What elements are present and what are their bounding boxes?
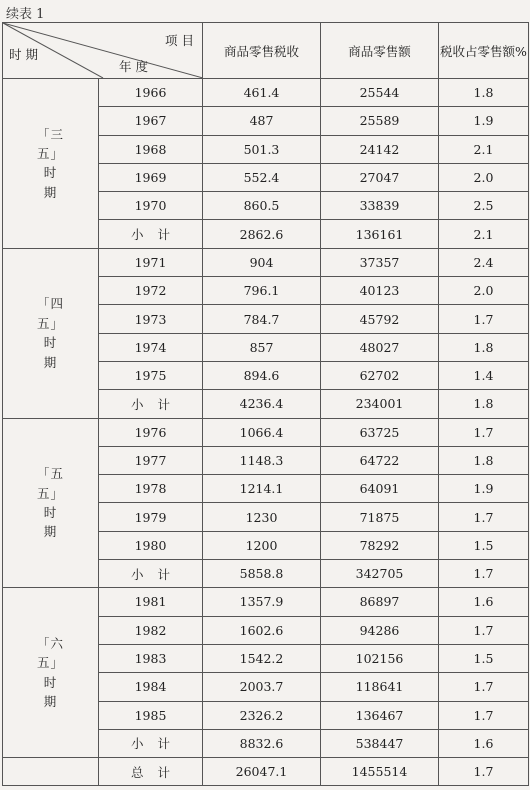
subtotal-pct: 2.1: [439, 220, 529, 248]
total-label: 总计: [99, 758, 203, 786]
sales-cell: 71875: [321, 503, 439, 531]
total-blank-cell: [3, 758, 99, 786]
sales-cell: 62702: [321, 361, 439, 389]
total-pct: 1.7: [439, 758, 529, 786]
year-cell: 1972: [99, 277, 203, 305]
tax-cell: 552.4: [203, 163, 321, 191]
period-name-line: 期: [43, 354, 58, 370]
year-cell: 1973: [99, 305, 203, 333]
sales-cell: 118641: [321, 673, 439, 701]
subtotal-sales: 538447: [321, 729, 439, 757]
period-name-line: 五」: [36, 315, 64, 331]
sales-cell: 136467: [321, 701, 439, 729]
sales-cell: 86897: [321, 588, 439, 616]
subtotal-sales: 136161: [321, 220, 439, 248]
header-year-label: 年 度: [119, 59, 148, 74]
pct-cell: 1.9: [439, 475, 529, 503]
pct-cell: 2.1: [439, 135, 529, 163]
tax-cell: 2003.7: [203, 673, 321, 701]
subtotal-tax: 5858.8: [203, 560, 321, 588]
table-row: [3, 418, 529, 446]
tax-cell: 1230: [203, 503, 321, 531]
sales-cell: 40123: [321, 277, 439, 305]
tax-cell: 796.1: [203, 277, 321, 305]
sales-cell: 27047: [321, 163, 439, 191]
pct-cell: 1.7: [439, 503, 529, 531]
period-name-line: 五」: [36, 485, 64, 501]
year-cell: 1971: [99, 248, 203, 276]
table-row: [3, 588, 529, 616]
year-cell: 1984: [99, 673, 203, 701]
subtotal-sales: 234001: [321, 390, 439, 418]
year-cell: 1967: [99, 107, 203, 135]
tax-cell: 487: [203, 107, 321, 135]
sales-cell: 48027: [321, 333, 439, 361]
year-cell: 1968: [99, 135, 203, 163]
total-tax: 26047.1: [203, 758, 321, 786]
sales-cell: 94286: [321, 616, 439, 644]
pct-cell: 1.5: [439, 644, 529, 672]
period-name-line: 时: [43, 165, 58, 181]
table-row: [3, 79, 529, 107]
year-cell: 1980: [99, 531, 203, 559]
period-name-line: 「四: [36, 296, 64, 312]
tax-cell: 894.6: [203, 361, 321, 389]
period-cell: [3, 588, 99, 758]
diagonal-header-cell: [3, 23, 203, 79]
sales-cell: 25544: [321, 79, 439, 107]
period-name-line: 期: [43, 694, 58, 710]
year-cell: 1966: [99, 79, 203, 107]
header-sales: 商品零售额: [321, 23, 439, 79]
pct-cell: 2.0: [439, 163, 529, 191]
period-name-line: 五」: [36, 146, 64, 162]
subtotal-label: 小计: [99, 390, 203, 418]
pct-cell: 1.6: [439, 588, 529, 616]
tax-cell: 1066.4: [203, 418, 321, 446]
year-cell: 1981: [99, 588, 203, 616]
header-tax: 商品零售税收: [203, 23, 321, 79]
period-name-line: 五」: [36, 655, 64, 671]
sales-cell: 63725: [321, 418, 439, 446]
period-name-line: 时: [43, 674, 58, 690]
year-cell: 1985: [99, 701, 203, 729]
tax-cell: 501.3: [203, 135, 321, 163]
tax-sales-table: [2, 22, 529, 786]
subtotal-tax: 8832.6: [203, 729, 321, 757]
pct-cell: 1.7: [439, 673, 529, 701]
sales-cell: 37357: [321, 248, 439, 276]
tax-cell: 904: [203, 248, 321, 276]
period-name-line: 「六: [36, 635, 64, 651]
period-name-line: 「五: [36, 466, 64, 482]
subtotal-label: 小计: [99, 560, 203, 588]
pct-cell: 1.8: [439, 446, 529, 474]
subtotal-pct: 1.6: [439, 729, 529, 757]
subtotal-pct: 1.8: [439, 390, 529, 418]
tax-cell: 461.4: [203, 79, 321, 107]
year-cell: 1977: [99, 446, 203, 474]
sales-cell: 24142: [321, 135, 439, 163]
year-cell: 1970: [99, 192, 203, 220]
year-cell: 1979: [99, 503, 203, 531]
year-cell: 1976: [99, 418, 203, 446]
sales-cell: 64722: [321, 446, 439, 474]
pct-cell: 1.7: [439, 418, 529, 446]
subtotal-pct: 1.7: [439, 560, 529, 588]
subtotal-tax: 4236.4: [203, 390, 321, 418]
sales-cell: 102156: [321, 644, 439, 672]
period-cell: [3, 248, 99, 418]
year-cell: 1974: [99, 333, 203, 361]
period-cell: [3, 79, 99, 249]
header-row: [3, 23, 529, 79]
tax-cell: 784.7: [203, 305, 321, 333]
year-cell: 1975: [99, 361, 203, 389]
pct-cell: 1.5: [439, 531, 529, 559]
period-name-line: 时: [43, 335, 58, 351]
pct-cell: 2.5: [439, 192, 529, 220]
year-cell: 1982: [99, 616, 203, 644]
tax-cell: 1214.1: [203, 475, 321, 503]
table-row: [3, 248, 529, 276]
sales-cell: 45792: [321, 305, 439, 333]
tax-cell: 1357.9: [203, 588, 321, 616]
subtotal-label: 小计: [99, 220, 203, 248]
year-cell: 1983: [99, 644, 203, 672]
year-cell: 1978: [99, 475, 203, 503]
period-name-line: 期: [43, 184, 58, 200]
period-name-line: 时: [43, 504, 58, 520]
subtotal-tax: 2862.6: [203, 220, 321, 248]
year-cell: 1969: [99, 163, 203, 191]
tax-cell: 1148.3: [203, 446, 321, 474]
pct-cell: 1.4: [439, 361, 529, 389]
header-period-label: 时 期: [9, 47, 38, 62]
pct-cell: 1.7: [439, 305, 529, 333]
period-name-line: 期: [43, 524, 58, 540]
pct-cell: 1.7: [439, 616, 529, 644]
tax-cell: 860.5: [203, 192, 321, 220]
pct-cell: 1.8: [439, 79, 529, 107]
pct-cell: 1.7: [439, 701, 529, 729]
tax-cell: 1602.6: [203, 616, 321, 644]
period-name-line: 「三: [36, 126, 64, 142]
tax-cell: 1200: [203, 531, 321, 559]
sales-cell: 33839: [321, 192, 439, 220]
tax-cell: 2326.2: [203, 701, 321, 729]
period-cell: [3, 418, 99, 588]
table-caption: 续表 1: [6, 7, 45, 22]
total-sales: 1455514: [321, 758, 439, 786]
pct-cell: 2.4: [439, 248, 529, 276]
header-pct: 税收占零售额%: [439, 23, 529, 79]
sales-cell: 64091: [321, 475, 439, 503]
subtotal-sales: 342705: [321, 560, 439, 588]
tax-cell: 857: [203, 333, 321, 361]
pct-cell: 1.9: [439, 107, 529, 135]
subtotal-label: 小计: [99, 729, 203, 757]
header-item-label: 项 目: [165, 33, 194, 48]
pct-cell: 2.0: [439, 277, 529, 305]
pct-cell: 1.8: [439, 333, 529, 361]
sales-cell: 25589: [321, 107, 439, 135]
sales-cell: 78292: [321, 531, 439, 559]
total-row: [3, 758, 529, 786]
tax-cell: 1542.2: [203, 644, 321, 672]
